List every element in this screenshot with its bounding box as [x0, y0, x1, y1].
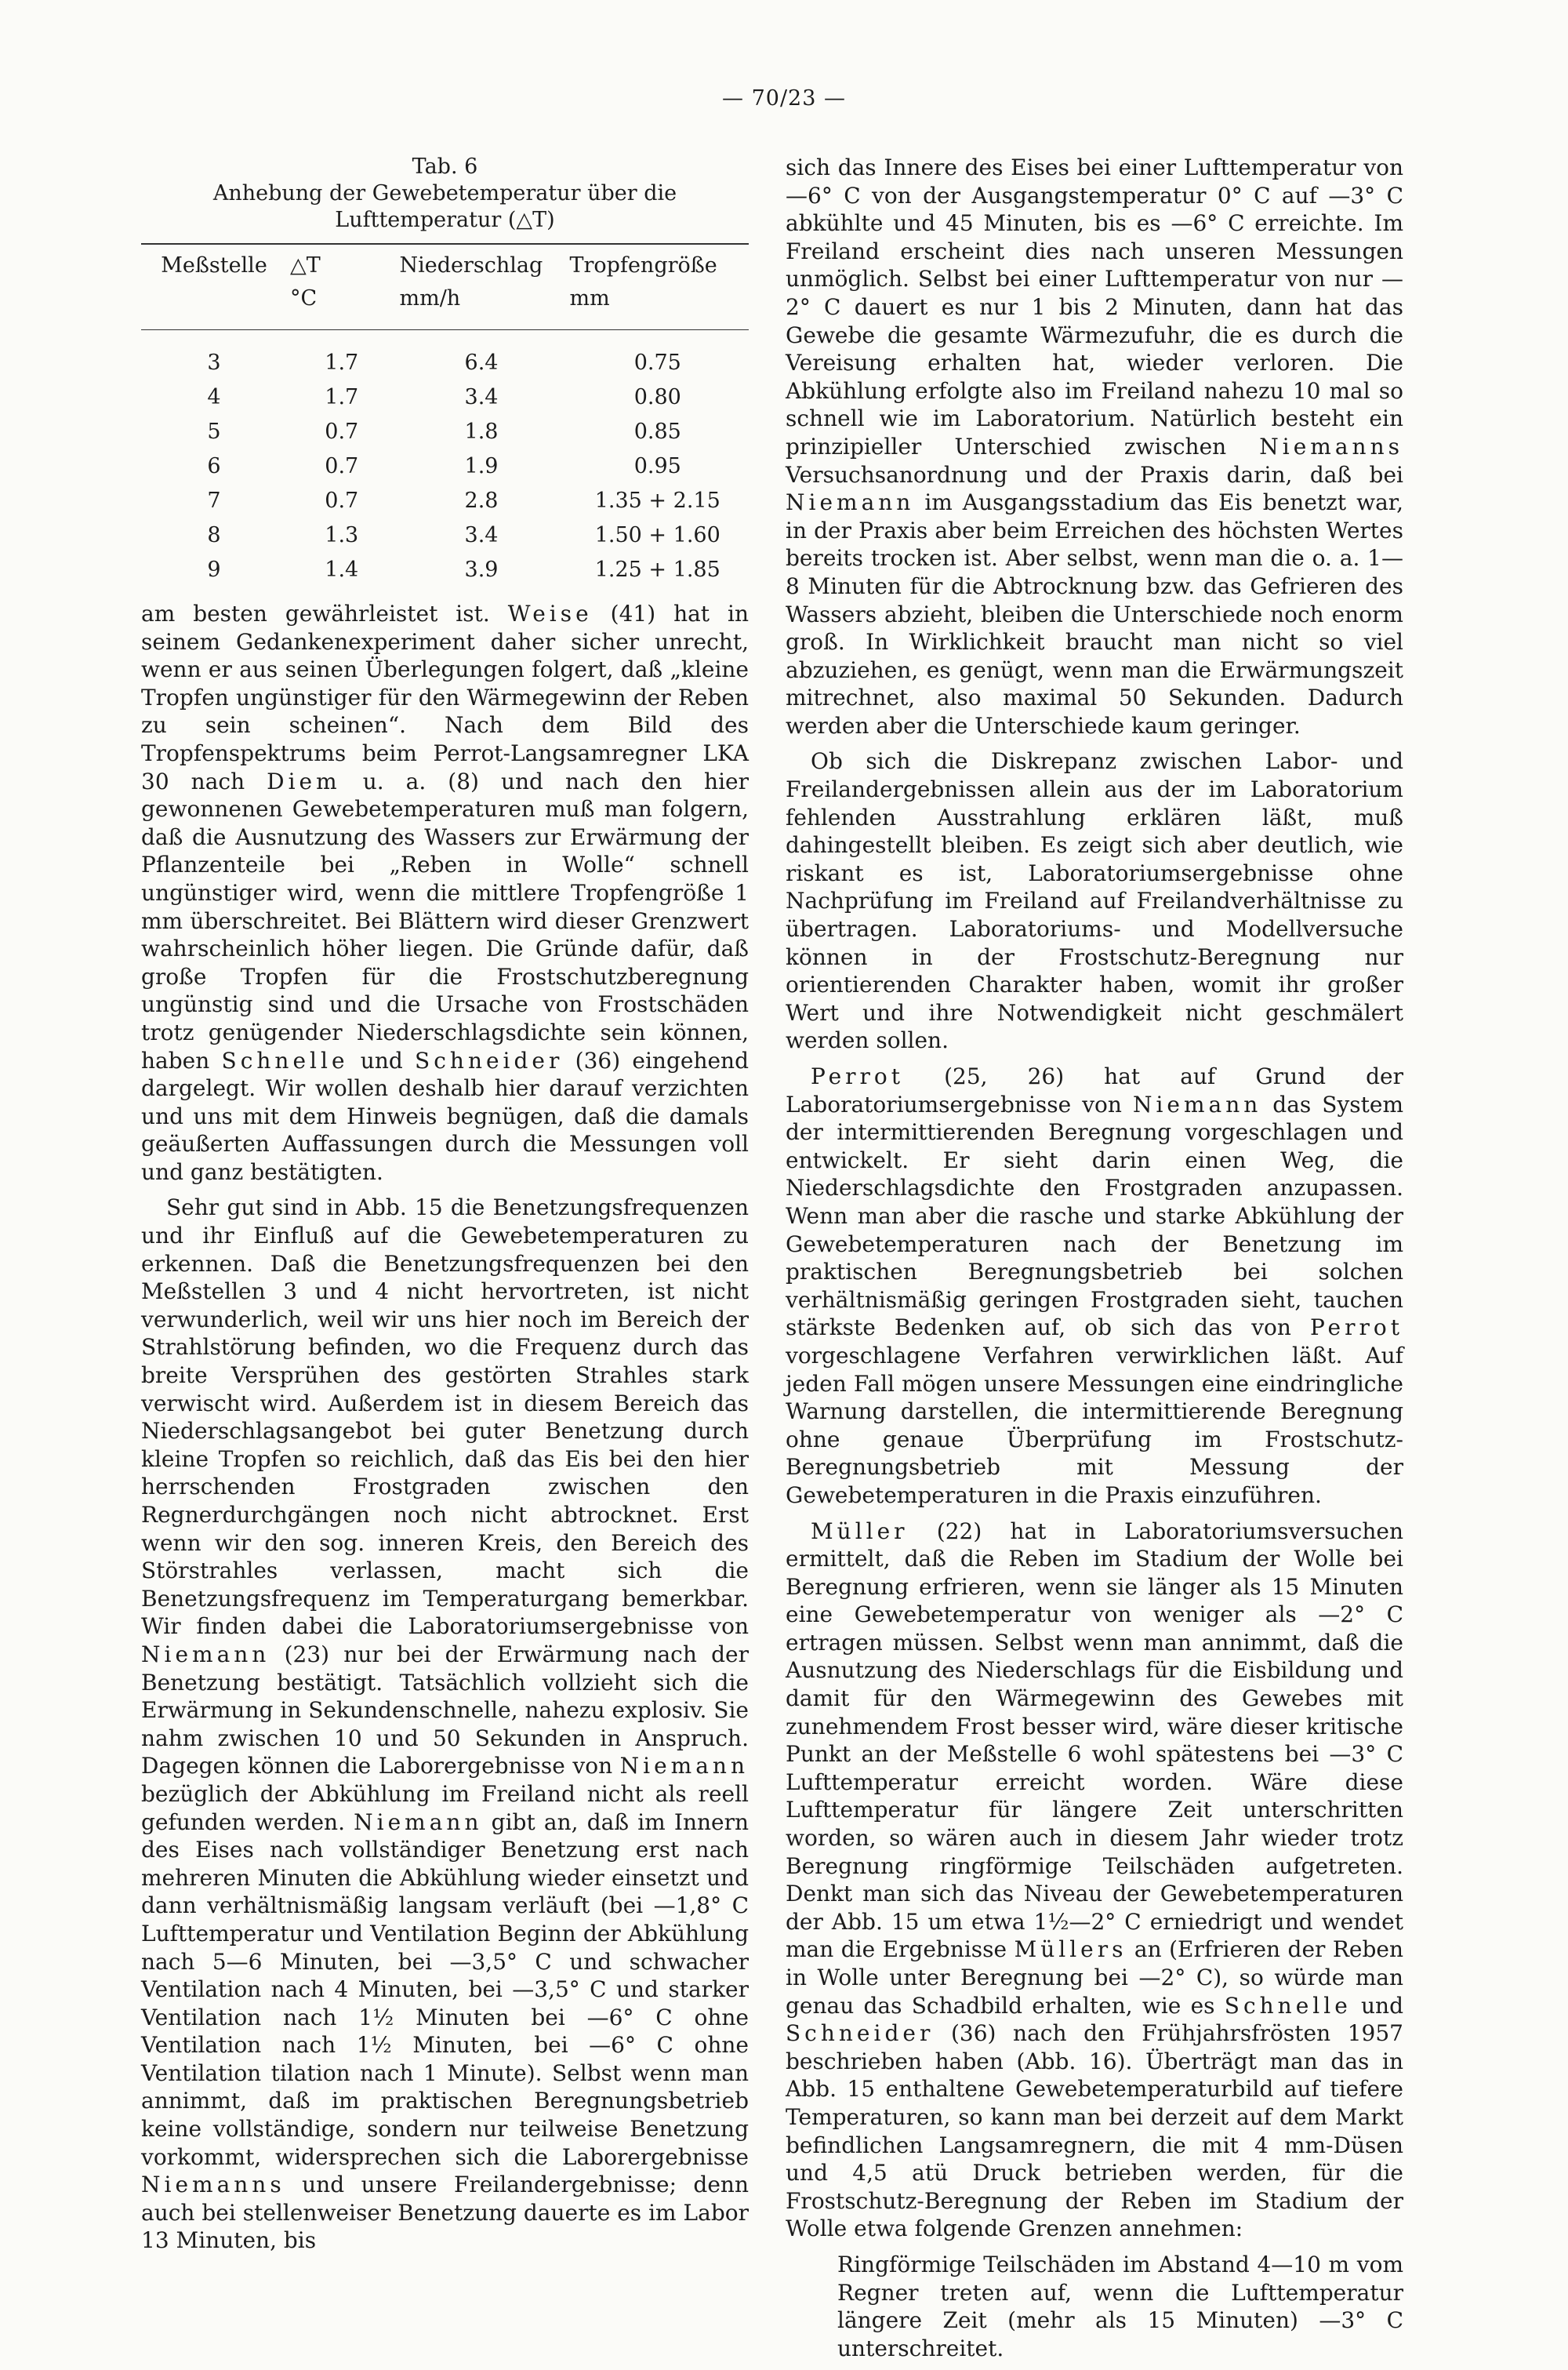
table-cell: 1.25 + 1.85: [594, 558, 720, 582]
paragraph: am besten gewährleistet ist. Weise (41) hat in seinem Gedankenexperiment daher sicher unrecht, wenn er aus seinen Überlegungen folgert, daß „kleine Tropfen ungünstiger für den Wärmegewinn der Reben zu sein scheinen“. Nach dem Bild des Tropfenspektrums beim Perrot-Langsamregner LKA 30 nach Diem u. a. (8) und nach den hier gewonnenen Gewebetemperaturen muß man folgern, daß die Ausnutzung des Wassers zur Erwärmung der Pflanzenteile bei „Reben in Wolle“ schnell ungünstiger wird, wenn die mittlere Tropfengröße 1 mm überschreitet. Bei Blättern wird dieser Grenzwert wahrscheinlich höher liegen. Die Gründe dafür, daß große Tropfen für die Frostschutzberegnung ungünstig sind und die Ursache von Frostschäden trotz genügender Niederschlagsdichte sein können, haben Schnelle und Schneider (36) eingehend dargelegt. Wir wollen deshalb hier darauf verzichten und uns mit dem Hinweis begnügen, daß die damals geäußerten Auffassungen durch die Messungen voll und ganz bestätigten.: [141, 601, 750, 1185]
table-row: [141, 415, 749, 449]
table-header-cell: Niederschlag: [399, 253, 543, 278]
table-cell: 3.4: [464, 523, 499, 547]
table-header-cell: Tropfengröße: [569, 253, 717, 278]
table-cell: 3.9: [464, 558, 499, 582]
table-row: [141, 553, 749, 600]
table-cell: 9: [207, 558, 221, 582]
table-number: Tab. 6: [412, 154, 478, 179]
author-name: Müller: [811, 1518, 909, 1544]
table-row: [141, 449, 749, 484]
table-title: Anhebung der Gewebetemperatur über die Lufttemperatur (△T): [212, 181, 677, 232]
page-number: — 70/23 —: [722, 86, 846, 111]
table-cell: 6: [207, 454, 221, 478]
paragraph: Sehr gut sind in Abb. 15 die Benetzungsfrequenzen und ihr Einfluß auf die Gewebetemperaturen zu erkennen. Daß die Benetzungsfrequenzen bei den Meßstellen 3 und 4 nicht hervortreten, ist nicht verwunderlich, weil wir uns hier noch im Bereich der Strahlstörung befinden, wo die Frequenz durch das breite Versprühen des gestörten Strahles stark verwischt wird. Außerdem ist in diesem Bereich das Niederschlagsangebot bei guter Benetzung durch kleine Tropfen so reichlich, daß das Eis bei den hier herrschenden Frostgraden zwischen den Regnerdurchgängen noch nicht abtrocknet. Erst wenn wir den sog. inneren Kreis, den Bereich des Störstrahles verlassen, macht sich die Benetzungsfrequenz im Temperaturgang bemerkbar. Wir finden dabei die Laboratoriumsergebnisse von Niemann (23) nur bei der Erwärmung nach der Benetzung bestätigt. Tatsächlich vollzieht sich die Erwärmung in Sekundenschnelle, nahezu explosiv. Sie nahm zwischen 10 und 50 Sekunden in Anspruch. Dagegen können die Laborergebnisse von Niemann bezüglich der Abkühlung im Freiland nicht als reell gefunden werden. Niemann gibt an, daß im Innern des Eises nach vollständiger Benetzung erst nach mehreren Minuten die Abkühlung wieder einsetzt und dann verhältnismäßig langsam verläuft (bei —1,8° C Lufttemperatur und Ventilation Beginn der Abkühlung nach 5—6 Minuten, bei —3,5° C und schwacher Ventilation nach 4 Minuten, bei —3,5° C und starker Ventilation nach 1½ Minuten bei —6° C ohne Ventilation nach 1½ Minuten, bei —6° C ohne Ventilation tilation nach 1 Minute). Selbst wenn man annimmt, daß im praktischen Beregnungsbetrieb keine vollständige, sondern nur teilweise Benetzung vorkommt, widersprechen sich die Laborergebnisse Niemanns und unsere Freilandergebnisse; denn auch bei stellenweiser Benetzung dauerte es im Labor 13 Minuten, bis: [141, 1194, 749, 2254]
table-unit-cell: [141, 284, 287, 330]
author-name: Niemann: [619, 1753, 749, 1779]
table-unit-cell: mm: [569, 286, 610, 311]
table-header-cell: Meßstelle: [161, 253, 267, 278]
table-cell: 3.4: [464, 385, 499, 409]
table-cell: 3: [207, 351, 221, 375]
author-name: Schneider: [786, 2020, 935, 2047]
author-name: Perrot: [1309, 1314, 1403, 1341]
left-column: [141, 154, 749, 2263]
table-cell: 1.4: [325, 558, 359, 582]
table-row: [141, 484, 749, 518]
table-cell: 7: [207, 489, 221, 513]
data-table: [141, 243, 749, 600]
author-name: Diem: [267, 768, 341, 794]
table-cell: 8: [207, 523, 221, 547]
table-row: [141, 518, 749, 553]
table-cell: 1.8: [464, 420, 499, 444]
author-name: Niemanns: [141, 2172, 285, 2198]
table-header-cell: △T: [290, 253, 321, 278]
author-name: Schneider: [415, 1047, 564, 1074]
author-name: Perrot: [811, 1063, 905, 1089]
paragraph: Perrot (25, 26) hat auf Grund der Laboratoriumsergebnisse von Niemann das System der intermittierenden Beregnung vorgeschlagen und entwickelt. Er sieht darin einen Weg, die Niederschlagsdichte den Frostgraden anzupassen. Wenn man aber die rasche und starke Abkühlung der Gewebetemperaturen nach der Benetzung im praktischen Beregnungsbetrieb bei solchen verhältnismäßig geringen Frostgraden sieht, tauchen stärkste Bedenken auf, ob sich das von Perrot vorgeschlagene Verfahren verwirklichen läßt. Auf jeden Fall mögen unsere Messungen eine eindringliche Warnung darstellen, die intermittierende Beregnung ohne genaue Überprüfung im Frostschutz-Beregnungsbetrieb mit Messung der Gewebetemperaturen in die Praxis einzuführen.: [786, 1063, 1404, 1508]
author-name: Schnelle: [221, 1047, 349, 1074]
table-caption: [141, 154, 749, 234]
table-cell: 0.95: [633, 454, 681, 478]
table-cell: 4: [207, 385, 221, 409]
paragraph: sich das Innere des Eises bei einer Lufttemperatur von —6° C von der Ausgangstemperatur 0° C auf —3° C abkühlte und 45 Minuten, bis es —6° C erreichte. Im Freiland erscheint dies nach unseren Messungen unmöglich. Selbst bei einer Lufttemperatur von nur —2° C dauert es nur 1 bis 2 Minuten, dann hat das Gewebe die gesamte Wärmezufuhr, die es durch die Vereisung erhalten hat, wieder verloren. Die Abkühlung erfolgte also im Freiland nahezu 10 mal so schnell wie im Laboratorium. Natürlich besteht ein prinzipieller Unterschied zwischen Niemanns Versuchsanordnung und der Praxis darin, daß bei Niemann im Ausgangsstadium das Eis benetzt war, in der Praxis aber beim Erreichen des höchsten Wertes bereits trocken ist. Aber selbst, wenn man die o. a. 1—8 Minuten für die Abtrocknung bzw. das Gefrieren des Wassers abzieht, bleiben die Unterschiede noch enorm groß. In Wirklichkeit braucht man nicht so viel abzuziehen, es genügt, wenn man die Erwärmungszeit mitrechnet, also maximal 50 Sekunden. Dadurch werden aber die Unterschiede kaum geringer.: [786, 154, 1403, 739]
table-row: [141, 330, 749, 381]
table-unit-cell: °C: [290, 286, 318, 311]
table-cell: 0.7: [325, 489, 359, 513]
table-cell: 1.9: [464, 454, 499, 478]
author-name: Niemann: [1132, 1091, 1262, 1118]
author-name: Niemann: [786, 489, 915, 516]
paragraph: Ob sich die Diskrepanz zwischen Labor- und Freilandergebnissen allein aus der im Laboratorium fehlenden Ausstrahlung erklären läßt, muß dahingestellt bleiben. Es zeigt sich aber deutlich, wie riskant es ist, Laboratoriumsergebnisse ohne Nachprüfung im Freiland auf Freilandverhältnisse zu übertragen. Laboratoriums- und Modellversuche können in der Frostschutz-Beregnung nur orientierenden Charakter haben, womit ihr großer Wert und ihre Notwendigkeit nicht geschmälert werden sollen.: [786, 748, 1403, 1054]
author-name: Schnelle: [1224, 1992, 1352, 2019]
author-name: Müllers: [1014, 1936, 1127, 1963]
author-name: Weise: [507, 601, 593, 627]
table-cell: 0.75: [633, 351, 681, 375]
table-cell: 0.7: [325, 454, 359, 478]
table-cell: 0.80: [633, 385, 681, 409]
table-cell: 1.7: [325, 385, 359, 409]
table-cell: 6.4: [464, 351, 499, 375]
indented-paragraph: Ringförmige Teilschäden im Abstand 4—10 m vom Regner treten auf, wenn die Lufttemperatur längere Zeit (mehr als 15 Minuten) —3° C unterschreitet.: [837, 2251, 1403, 2361]
author-name: Niemann: [354, 1808, 483, 1835]
table-cell: 1.35 + 2.15: [594, 489, 720, 513]
table-unit-cell: mm/h: [399, 286, 461, 311]
author-name: Niemann: [141, 1641, 270, 1667]
author-name: Niemanns: [1259, 433, 1403, 460]
paragraph: Müller (22) hat in Laboratoriumsversuchen ermittelt, daß die Reben im Stadium der Wolle bei Beregnung erfrieren, wenn sie länger als 15 Minuten eine Gewebetemperatur von weniger als —2° C ertragen müssen. Selbst wenn man annimmt, daß die Ausnutzung des Niederschlags für die Eisbildung und damit für den Wärmegewinn des Gewebes mit zunehmendem Frost besser wird, wäre dieser kritische Punkt an der Meßstelle 6 wohl spätestens bei —3° C Lufttemperatur erreicht worden. Wäre diese Lufttemperatur für längere Zeit unterschritten worden, so wären auch in diesem Jahr wieder trotz Beregnung ringförmige Teilschäden aufgetreten. Denkt man sich das Niveau der Gewebetemperaturen der Abb. 15 um etwa 1½—2° C erniedrigt und wendet man die Ergebnisse Müllers an (Erfrieren der Reben in Wolle unter Beregnung bei —2° C), so würde man genau das Schadbild erhalten, wie es Schnelle und Schneider (36) nach den Frühjahrsfrösten 1957 beschrieben haben (Abb. 16). Überträgt man das in Abb. 15 enthaltene Gewebetemperaturbild auf tiefere Temperaturen, so kann man bei derzeit auf dem Markt befindlichen Langsamregnern, die mit 4 mm-Düsen und 4,5 atü Druck betrieben werden, für die Frostschutz-Beregnung der Reben im Stadium der Wolle etwa folgende Grenzen annehmen:: [786, 1518, 1404, 2242]
table-row: [141, 380, 749, 415]
table-cell: 1.50 + 1.60: [594, 523, 720, 547]
table-cell: 2.8: [464, 489, 499, 513]
table-cell: 0.7: [325, 420, 359, 444]
table-cell: 5: [207, 420, 221, 444]
right-column: [786, 154, 1403, 2370]
table-cell: 0.85: [633, 420, 681, 444]
table-cell: 1.3: [325, 523, 359, 547]
table-cell: 1.7: [325, 351, 359, 375]
